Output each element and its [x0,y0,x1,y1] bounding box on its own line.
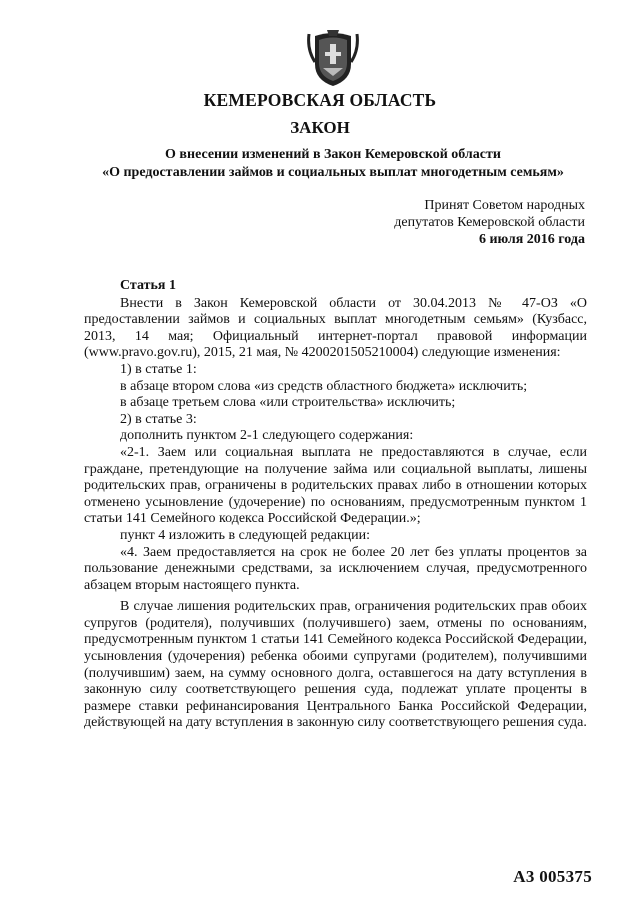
article-body [84,278,587,732]
document-type: ЗАКОН [290,118,350,137]
coat-of-arms-icon [307,30,359,88]
article-paragraph: 1) в статье 1: [120,361,197,377]
article-paragraph: дополнить пунктом 2-1 следующего содержания: [120,428,414,444]
law-subtitle [60,146,606,182]
adoption-info [394,197,585,248]
adopted-line-2: депутатов Кемеровской области [394,215,585,230]
adoption-date: 6 июля 2016 года [478,232,585,247]
subtitle-line-1: О внесении изменений в Закон Кемеровской области [165,147,501,162]
article-paragraph: «2-1. Заем или социальная выплата не предоставляются в случае, если граждане, претендующие на получение займа или социальной выплаты, лишены родительских прав, ограничены в родительских правах либо в отношении которых отменено усыновление (удочерение) по основаниям, предусмотренным пунктом 1 статьи 141 Семейного кодекса Российской Федерации.»; [84,444,587,527]
article-paragraph: «4. Заем предоставляется на срок не более 20 лет без уплаты процентов за пользование денежными средствами, за исключением случая, предусмотренного абзацем вторым настоящего пункта. [84,544,587,593]
adopted-line-1: Принят Советом народных [424,198,585,213]
article-heading: Статья 1 [120,278,176,293]
article-paragraph: 2) в статье 3: [120,411,197,427]
region-title: КЕМЕРОВСКАЯ ОБЛАСТЬ [203,90,437,110]
subtitle-line-2: «О предоставлении займов и социальных выплат многодетным семьям» [102,165,564,180]
article-paragraph: Внести в Закон Кемеровской области от 30.04.2013 № 47-ОЗ «О предоставлении займов и социальных выплат многодетным семьям» (Кузбасс, 2013, 14 мая; Официальный интернет-портал правовой информации (www.pravo.gov.ru), 2015, 21 мая, № 4200201505210004) следующие изменения: [84,295,587,361]
article-paragraph: В случае лишения родительских прав, ограничения родительских прав обоих супругов (родителя), получивших (получившего) заем, отмены по основаниям, предусмотренным пунктом 1 статьи 141 Семейного кодекса Российской Федерации, усыновления (удочерения) ребенка обоими супругами (родителем), получившими (получившим) заем, на сумму основного долга, оставшегося на дату вступления в законную силу соответствующего решения суда, подлежат уплате проценты в размере ставки рефинансирования Центрального Банка Российской Федерации, действующей на дату вступления в законную силу соответствующего решения суда. [84,599,587,731]
article-paragraph: в абзаце втором слова «из средств областного бюджета» исключить; [120,378,528,394]
serial-number: А3 005375 [513,867,592,886]
article-paragraph: в абзаце третьем слова «или строительства» исключить; [120,395,456,411]
article-paragraph: пункт 4 изложить в следующей редакции: [120,527,370,543]
